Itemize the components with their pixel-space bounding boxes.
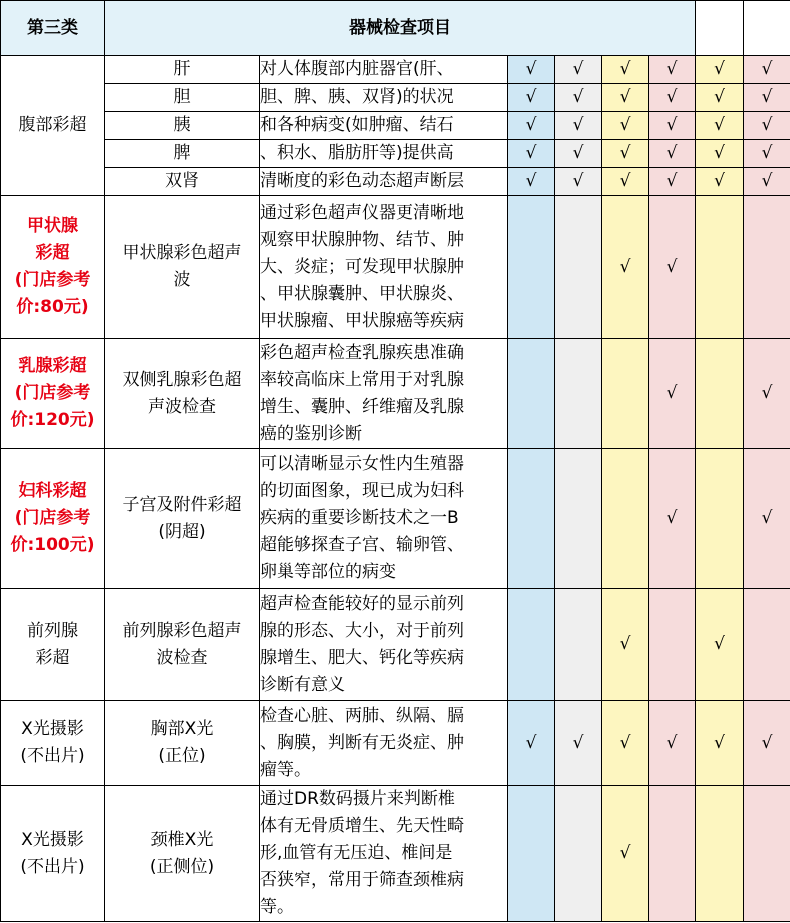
item-line: 颈椎X光: [150, 829, 214, 850]
table-row: [1, 196, 790, 339]
category-line: X光摄影: [21, 719, 84, 739]
check-mark: √: [602, 196, 649, 339]
description: [260, 339, 508, 449]
empty-cell: [744, 786, 790, 922]
description-line: 瘤等。: [260, 759, 311, 780]
table-row: [1, 589, 790, 701]
check-mark: √: [696, 589, 744, 701]
empty-cell: [696, 339, 744, 449]
category-line: X光摄影: [21, 829, 84, 850]
table-row: [1, 112, 790, 140]
description: [260, 196, 508, 339]
check-mark: √: [649, 449, 696, 589]
category-line: 前列腺: [27, 620, 78, 641]
category-chest-xray: [1, 701, 105, 786]
table-row: [1, 786, 790, 922]
item-name: [105, 589, 260, 701]
check-mark: √: [744, 701, 790, 786]
category-breast: [1, 339, 105, 449]
check-mark: √: [744, 56, 790, 84]
check-mark: √: [696, 140, 744, 168]
empty-cell: [555, 449, 602, 589]
item-line: 波: [173, 270, 191, 290]
check-mark: √: [744, 112, 790, 140]
description-line: 大、炎症；可发现甲状腺肿: [260, 256, 464, 277]
check-mark: √: [602, 701, 649, 786]
empty-cell: [508, 449, 555, 589]
check-mark: √: [508, 84, 555, 112]
check-mark: √: [602, 786, 649, 922]
empty-cell: [508, 339, 555, 449]
check-mark: √: [696, 168, 744, 196]
category-line: (不出片): [20, 856, 85, 877]
description-line: 和各种病变(如肿瘤、结石: [260, 112, 508, 140]
price-line: (门店参考: [14, 383, 91, 403]
price-line: 价:100元): [10, 535, 95, 555]
description-line: 率较高临床上常用于对乳腺: [260, 369, 464, 390]
check-mark: √: [649, 168, 696, 196]
empty-cell: [696, 196, 744, 339]
description-line: 超声检查能较好的显示前列: [260, 593, 464, 614]
empty-cell: [555, 589, 602, 701]
check-mark: √: [649, 339, 696, 449]
check-mark: √: [649, 84, 696, 112]
empty-cell: [555, 196, 602, 339]
description-line: 否狭窄，常用于筛查颈椎病: [260, 870, 464, 890]
description-line: 卵巢等部位的病变: [260, 562, 396, 582]
item-line: 前列腺彩色超声: [122, 620, 242, 641]
empty-cell: [602, 449, 649, 589]
header-blank-cell: [696, 1, 744, 56]
item-line: (正位): [158, 746, 206, 766]
check-mark: √: [602, 140, 649, 168]
item-name: [105, 196, 260, 339]
description-line: 腺增生、肥大、钙化等疾病: [260, 647, 464, 668]
price-line: 价:80元): [16, 297, 89, 317]
check-mark: √: [744, 449, 790, 589]
check-mark: √: [602, 56, 649, 84]
table-row: [1, 701, 790, 786]
check-mark: √: [602, 168, 649, 196]
organ-cell: 脾: [105, 140, 260, 168]
category-thyroid: [1, 196, 105, 339]
description-line: 增生、囊肿、纤维瘤及乳腺: [260, 396, 464, 417]
check-mark: √: [508, 701, 555, 786]
check-mark: √: [508, 140, 555, 168]
category-line: 甲状腺: [27, 216, 78, 236]
category-abdomen: 腹部彩超: [1, 56, 105, 196]
price-line: (门店参考: [14, 508, 91, 528]
description-line: 观察甲状腺肿物、结节、肿: [260, 229, 464, 250]
category-prostate: [1, 589, 105, 701]
check-mark: √: [696, 84, 744, 112]
description: [260, 449, 508, 589]
check-mark: √: [508, 168, 555, 196]
table-row: [1, 168, 790, 196]
item-line: 甲状腺彩色超声: [122, 243, 242, 263]
item-line: 双侧乳腺彩色超: [122, 369, 242, 390]
empty-cell: [744, 589, 790, 701]
check-mark: √: [602, 589, 649, 701]
header-category: 第三类: [1, 1, 105, 56]
description-line: 胆、脾、胰、双肾)的状况: [260, 84, 508, 112]
description-line: 可以清晰显示女性内生殖器: [260, 454, 464, 474]
empty-cell: [696, 786, 744, 922]
header-title: 器械检查项目: [105, 1, 696, 56]
item-line: 波检查: [156, 647, 208, 668]
description-line: 、积水、脂肪肝等)提供高: [260, 140, 508, 168]
description-line: 清晰度的彩色动态超声断层: [260, 168, 508, 196]
description: [260, 786, 508, 922]
empty-cell: [508, 589, 555, 701]
description-line: 甲状腺瘤、甲状腺癌等疾病: [260, 310, 464, 331]
empty-cell: [555, 339, 602, 449]
check-mark: √: [649, 196, 696, 339]
table-row: [1, 84, 790, 112]
check-mark: √: [555, 140, 602, 168]
description-line: 形,血管有无压迫、椎间是: [260, 843, 453, 863]
organ-cell: 双肾: [105, 168, 260, 196]
check-mark: √: [649, 112, 696, 140]
check-mark: √: [649, 56, 696, 84]
category-line: 彩超: [35, 647, 70, 668]
description-line: 通过彩色超声仪器更清晰地: [260, 202, 464, 223]
item-line: (阴超): [158, 521, 206, 542]
description-line: 检查心脏、两肺、纵隔、膈: [260, 705, 464, 726]
check-mark: √: [696, 112, 744, 140]
item-name: [105, 449, 260, 589]
item-line: 声波检查: [148, 396, 216, 417]
item-name: [105, 701, 260, 786]
header-row: [1, 1, 790, 56]
check-mark: √: [508, 112, 555, 140]
check-mark: √: [602, 84, 649, 112]
empty-cell: [649, 589, 696, 701]
empty-cell: [602, 339, 649, 449]
category-line: 彩超: [35, 243, 70, 263]
organ-cell: 胰: [105, 112, 260, 140]
item-line: 胸部X光: [150, 719, 214, 739]
description: [260, 701, 508, 786]
check-mark: √: [744, 140, 790, 168]
item-name: [105, 786, 260, 922]
check-mark: √: [744, 339, 790, 449]
description-line: 对人体腹部内脏器官(肝、: [260, 56, 508, 84]
description-line: 诊断有意义: [260, 674, 345, 695]
empty-cell: [508, 196, 555, 339]
description-line: 彩色超声检查乳腺疾患准确: [260, 342, 464, 363]
category-line: 妇科彩超: [18, 481, 87, 501]
check-mark: √: [744, 168, 790, 196]
category-line: (不出片): [20, 746, 85, 766]
description-line: 的切面图象，现已成为妇科: [260, 481, 464, 501]
organ-cell: 胆: [105, 84, 260, 112]
description-line: 、胸膜，判断有无炎症、肿: [260, 732, 464, 753]
table-row: [1, 140, 790, 168]
category-cervical-xray: [1, 786, 105, 922]
check-mark: √: [696, 56, 744, 84]
table-row: [1, 449, 790, 589]
table-row: [1, 339, 790, 449]
category-gynecology: [1, 449, 105, 589]
item-line: (正侧位): [149, 856, 215, 877]
description-line: 腺的形态、大小，对于前列: [260, 620, 464, 641]
description-line: 癌的鉴别诊断: [260, 423, 362, 444]
description-line: 体有无骨质增生、先天性畸: [260, 816, 464, 836]
description-line: 通过DR数码摄片来判断椎: [260, 789, 455, 809]
empty-cell: [744, 196, 790, 339]
table-row: [1, 56, 790, 84]
check-mark: √: [744, 84, 790, 112]
check-mark: √: [508, 56, 555, 84]
organ-cell: 肝: [105, 56, 260, 84]
category-line: 乳腺彩超: [18, 356, 87, 376]
check-mark: √: [555, 56, 602, 84]
check-mark: √: [555, 112, 602, 140]
check-mark: √: [555, 701, 602, 786]
description: [260, 589, 508, 701]
description-line: 超能够探查子宫、输卵管、: [260, 535, 464, 555]
description-line: 疾病的重要诊断技术之一B: [260, 508, 459, 528]
check-mark: √: [649, 701, 696, 786]
check-mark: √: [649, 140, 696, 168]
description-line: 等。: [260, 897, 294, 917]
description-line: 、甲状腺囊肿、甲状腺炎、: [260, 283, 464, 304]
price-line: (门店参考: [14, 270, 91, 290]
item-name: [105, 339, 260, 449]
empty-cell: [555, 786, 602, 922]
price-line: 价:120元): [10, 410, 95, 430]
item-line: 子宫及附件彩超: [122, 494, 242, 515]
empty-cell: [508, 786, 555, 922]
check-mark: √: [602, 112, 649, 140]
empty-cell: [696, 449, 744, 589]
check-mark: √: [696, 701, 744, 786]
check-mark: √: [555, 168, 602, 196]
header-blank-cell: [744, 1, 790, 56]
empty-cell: [649, 786, 696, 922]
check-mark: √: [555, 84, 602, 112]
